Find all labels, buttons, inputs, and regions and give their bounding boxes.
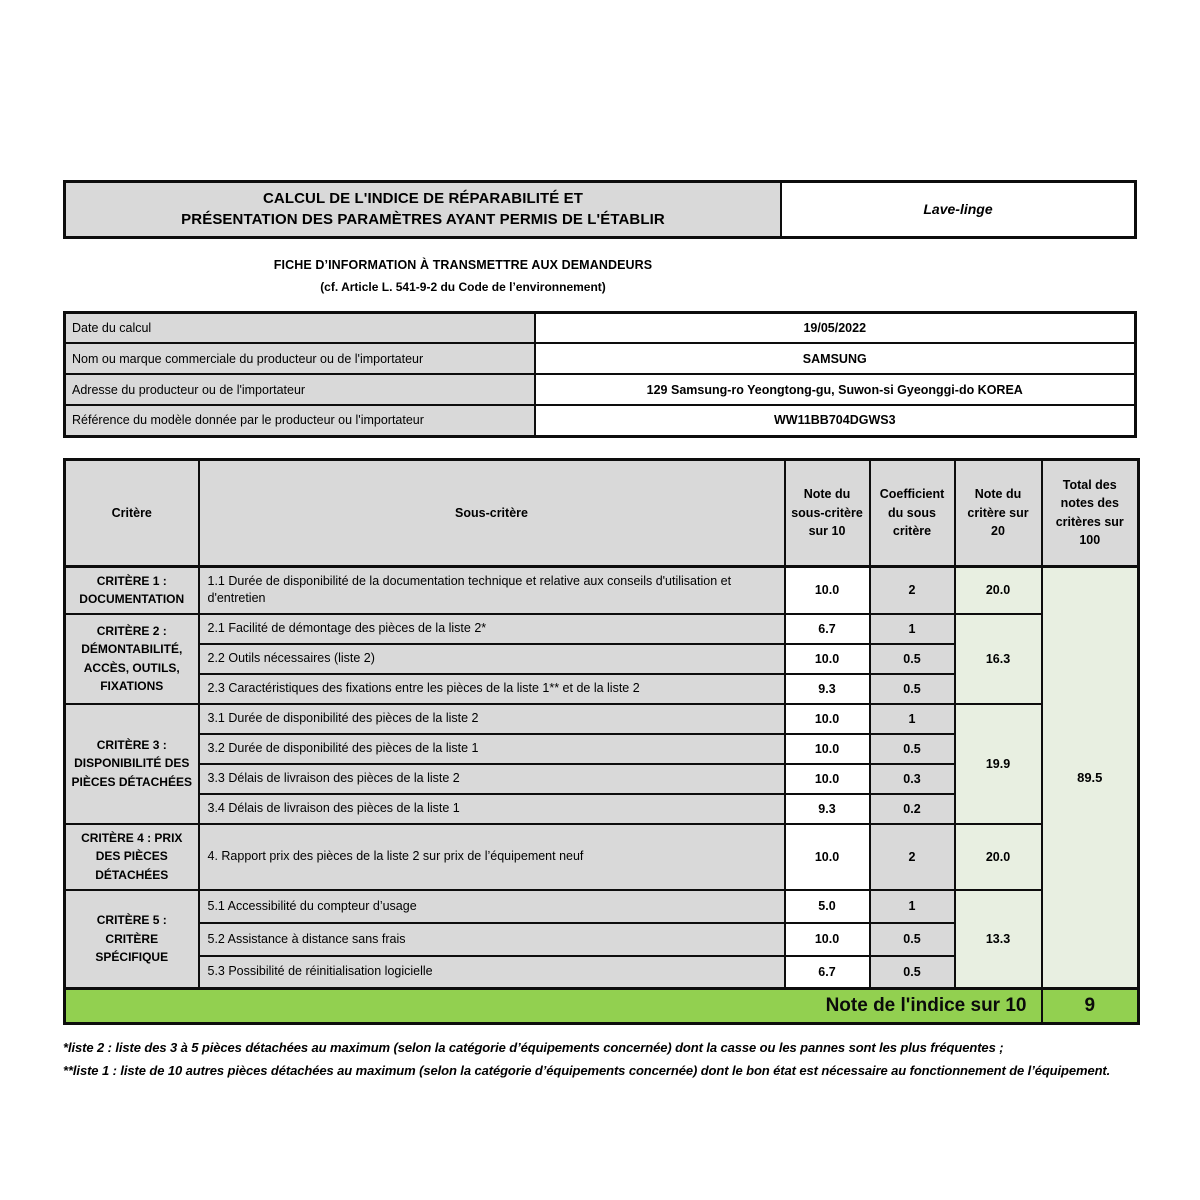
coef-2-1: 1 xyxy=(870,614,955,644)
col-header-coefficient: Coefficient du sous critère xyxy=(870,459,955,566)
criterion-4-name: CRITÈRE 4 : PRIX DES PIÈCES DÉTACHÉES xyxy=(65,824,199,890)
subtitle-line1: FICHE D’INFORMATION À TRANSMETTRE AUX DEMANDEURS xyxy=(273,257,653,272)
note20-criterion-2: 16.3 xyxy=(955,614,1042,704)
info-value-date: 19/05/2022 xyxy=(535,312,1136,343)
criterion-2-name: CRITÈRE 2 : DÉMONTABILITÉ, ACCÈS, OUTILS, FIXATIONS xyxy=(65,614,199,704)
note10-4: 10.0 xyxy=(785,824,870,890)
table-row xyxy=(65,312,1136,343)
coef-5-2: 0.5 xyxy=(870,923,955,956)
footnote-liste2: *liste 2 : liste des 3 à 5 pièces détachées au maximum (selon la catégorie d’équipements concernée) dont la casse ou les pannes sont les plus fréquentes ; xyxy=(63,1040,1004,1056)
subcriterion-3-3: 3.3 Délais de livraison des pièces de la liste 2 xyxy=(199,764,785,794)
document-title xyxy=(66,183,782,236)
coef-2-2: 0.5 xyxy=(870,644,955,674)
table-row xyxy=(65,614,1139,644)
subcriterion-3-4: 3.4 Délais de livraison des pièces de la liste 1 xyxy=(199,794,785,824)
coef-3-2: 0.5 xyxy=(870,734,955,764)
footnotes xyxy=(63,1036,1137,1083)
info-label-brand: Nom ou marque commerciale du producteur ou de l'importateur xyxy=(65,343,535,374)
coef-1-1: 2 xyxy=(870,566,955,614)
subcriterion-5-1: 5.1 Accessibilité du compteur d’usage xyxy=(199,890,785,923)
table-row xyxy=(65,343,1136,374)
info-value-model: WW11BB704DGWS3 xyxy=(535,405,1136,436)
col-header-critere: Critère xyxy=(65,459,199,566)
table-row xyxy=(65,405,1136,436)
coef-5-3: 0.5 xyxy=(870,956,955,989)
subcriterion-3-2: 3.2 Durée de disponibilité des pièces de la liste 1 xyxy=(199,734,785,764)
subcriterion-2-3: 2.3 Caractéristiques des fixations entre les pièces de la liste 1** et de la liste 2 xyxy=(199,674,785,704)
note20-criterion-4: 20.0 xyxy=(955,824,1042,890)
document-title-line1: CALCUL DE L'INDICE DE RÉPARABILITÉ ET xyxy=(262,190,584,207)
note20-criterion-5: 13.3 xyxy=(955,890,1042,989)
coef-5-1: 1 xyxy=(870,890,955,923)
note10-2-1: 6.7 xyxy=(785,614,870,644)
criterion-1-name: CRITÈRE 1 : DOCUMENTATION xyxy=(65,566,199,614)
repairability-index-document xyxy=(63,180,1137,1083)
note10-5-3: 6.7 xyxy=(785,956,870,989)
note10-3-1: 10.0 xyxy=(785,704,870,734)
coef-3-1: 1 xyxy=(870,704,955,734)
subcriterion-4: 4. Rapport prix des pièces de la liste 2 sur prix de l’équipement neuf xyxy=(199,824,785,890)
col-header-note-sous-critere: Note du sous-critère sur 10 xyxy=(785,459,870,566)
subcriterion-5-2: 5.2 Assistance à distance sans frais xyxy=(199,923,785,956)
col-header-sous-critere: Sous-critère xyxy=(199,459,785,566)
note10-2-3: 9.3 xyxy=(785,674,870,704)
document-title-line2: PRÉSENTATION DES PARAMÈTRES AYANT PERMIS DE L'ÉTABLIR xyxy=(181,211,665,229)
coef-4: 2 xyxy=(870,824,955,890)
col-header-total: Total des notes des critères sur 100 xyxy=(1042,459,1139,566)
info-value-brand: SAMSUNG xyxy=(535,343,1136,374)
note10-3-3: 10.0 xyxy=(785,764,870,794)
info-label-date: Date du calcul xyxy=(65,312,535,343)
subcriterion-5-3: 5.3 Possibilité de réinitialisation logicielle xyxy=(199,956,785,989)
subcriterion-3-1: 3.1 Durée de disponibilité des pièces de la liste 2 xyxy=(199,704,785,734)
note10-1-1: 10.0 xyxy=(785,566,870,614)
coef-3-3: 0.3 xyxy=(870,764,955,794)
table-row xyxy=(65,824,1139,890)
coef-3-4: 0.2 xyxy=(870,794,955,824)
subcriterion-2-2: 2.2 Outils nécessaires (liste 2) xyxy=(199,644,785,674)
final-score-label: Note de l'indice sur 10 xyxy=(65,989,1042,1024)
table-row xyxy=(65,890,1139,923)
note10-2-2: 10.0 xyxy=(785,644,870,674)
note10-5-1: 5.0 xyxy=(785,890,870,923)
note20-criterion-1: 20.0 xyxy=(955,566,1042,614)
subcriterion-1-1: 1.1 Durée de disponibilité de la documentation technique et relative aux conseils d'utilisation et d'entretien xyxy=(199,566,785,614)
table-row xyxy=(65,704,1139,734)
table-row xyxy=(65,374,1136,405)
note10-5-2: 10.0 xyxy=(785,923,870,956)
note10-3-4: 9.3 xyxy=(785,794,870,824)
final-score-value: 9 xyxy=(1042,989,1139,1024)
criteria-table xyxy=(63,458,1140,1025)
info-label-address: Adresse du producteur ou de l'importateur xyxy=(65,374,535,405)
info-value-address: 129 Samsung-ro Yeongtong-gu, Suwon-si Gyeonggi-do KOREA xyxy=(535,374,1136,405)
document-header xyxy=(63,180,1137,239)
document-subtitle xyxy=(63,258,863,294)
final-score-row xyxy=(65,989,1139,1024)
footnote-liste1: **liste 1 : liste de 10 autres pièces détachées au maximum (selon la catégorie d’équipements concernée) dont le bon état est nécessaire au fonctionnement de l’équipement. xyxy=(63,1063,1111,1079)
coef-2-3: 0.5 xyxy=(870,674,955,704)
subcriterion-2-1: 2.1 Facilité de démontage des pièces de la liste 2* xyxy=(199,614,785,644)
producer-info-table xyxy=(63,311,1137,438)
col-header-note-critere: Note du critère sur 20 xyxy=(955,459,1042,566)
total-score-100: 89.5 xyxy=(1042,566,1139,988)
info-label-model: Référence du modèle donnée par le producteur ou l'importateur xyxy=(65,405,535,436)
subtitle-line2: (cf. Article L. 541-9-2 du Code de l’environnement) xyxy=(320,279,606,294)
criterion-5-name: CRITÈRE 5 : CRITÈRE SPÉCIFIQUE xyxy=(65,890,199,989)
table-row xyxy=(65,566,1139,614)
criterion-3-name: CRITÈRE 3 : DISPONIBILITÉ DES PIÈCES DÉTACHÉES xyxy=(65,704,199,824)
table-header-row xyxy=(65,459,1139,566)
note20-criterion-3: 19.9 xyxy=(955,704,1042,824)
note10-3-2: 10.0 xyxy=(785,734,870,764)
product-category: Lave-linge xyxy=(782,183,1134,236)
